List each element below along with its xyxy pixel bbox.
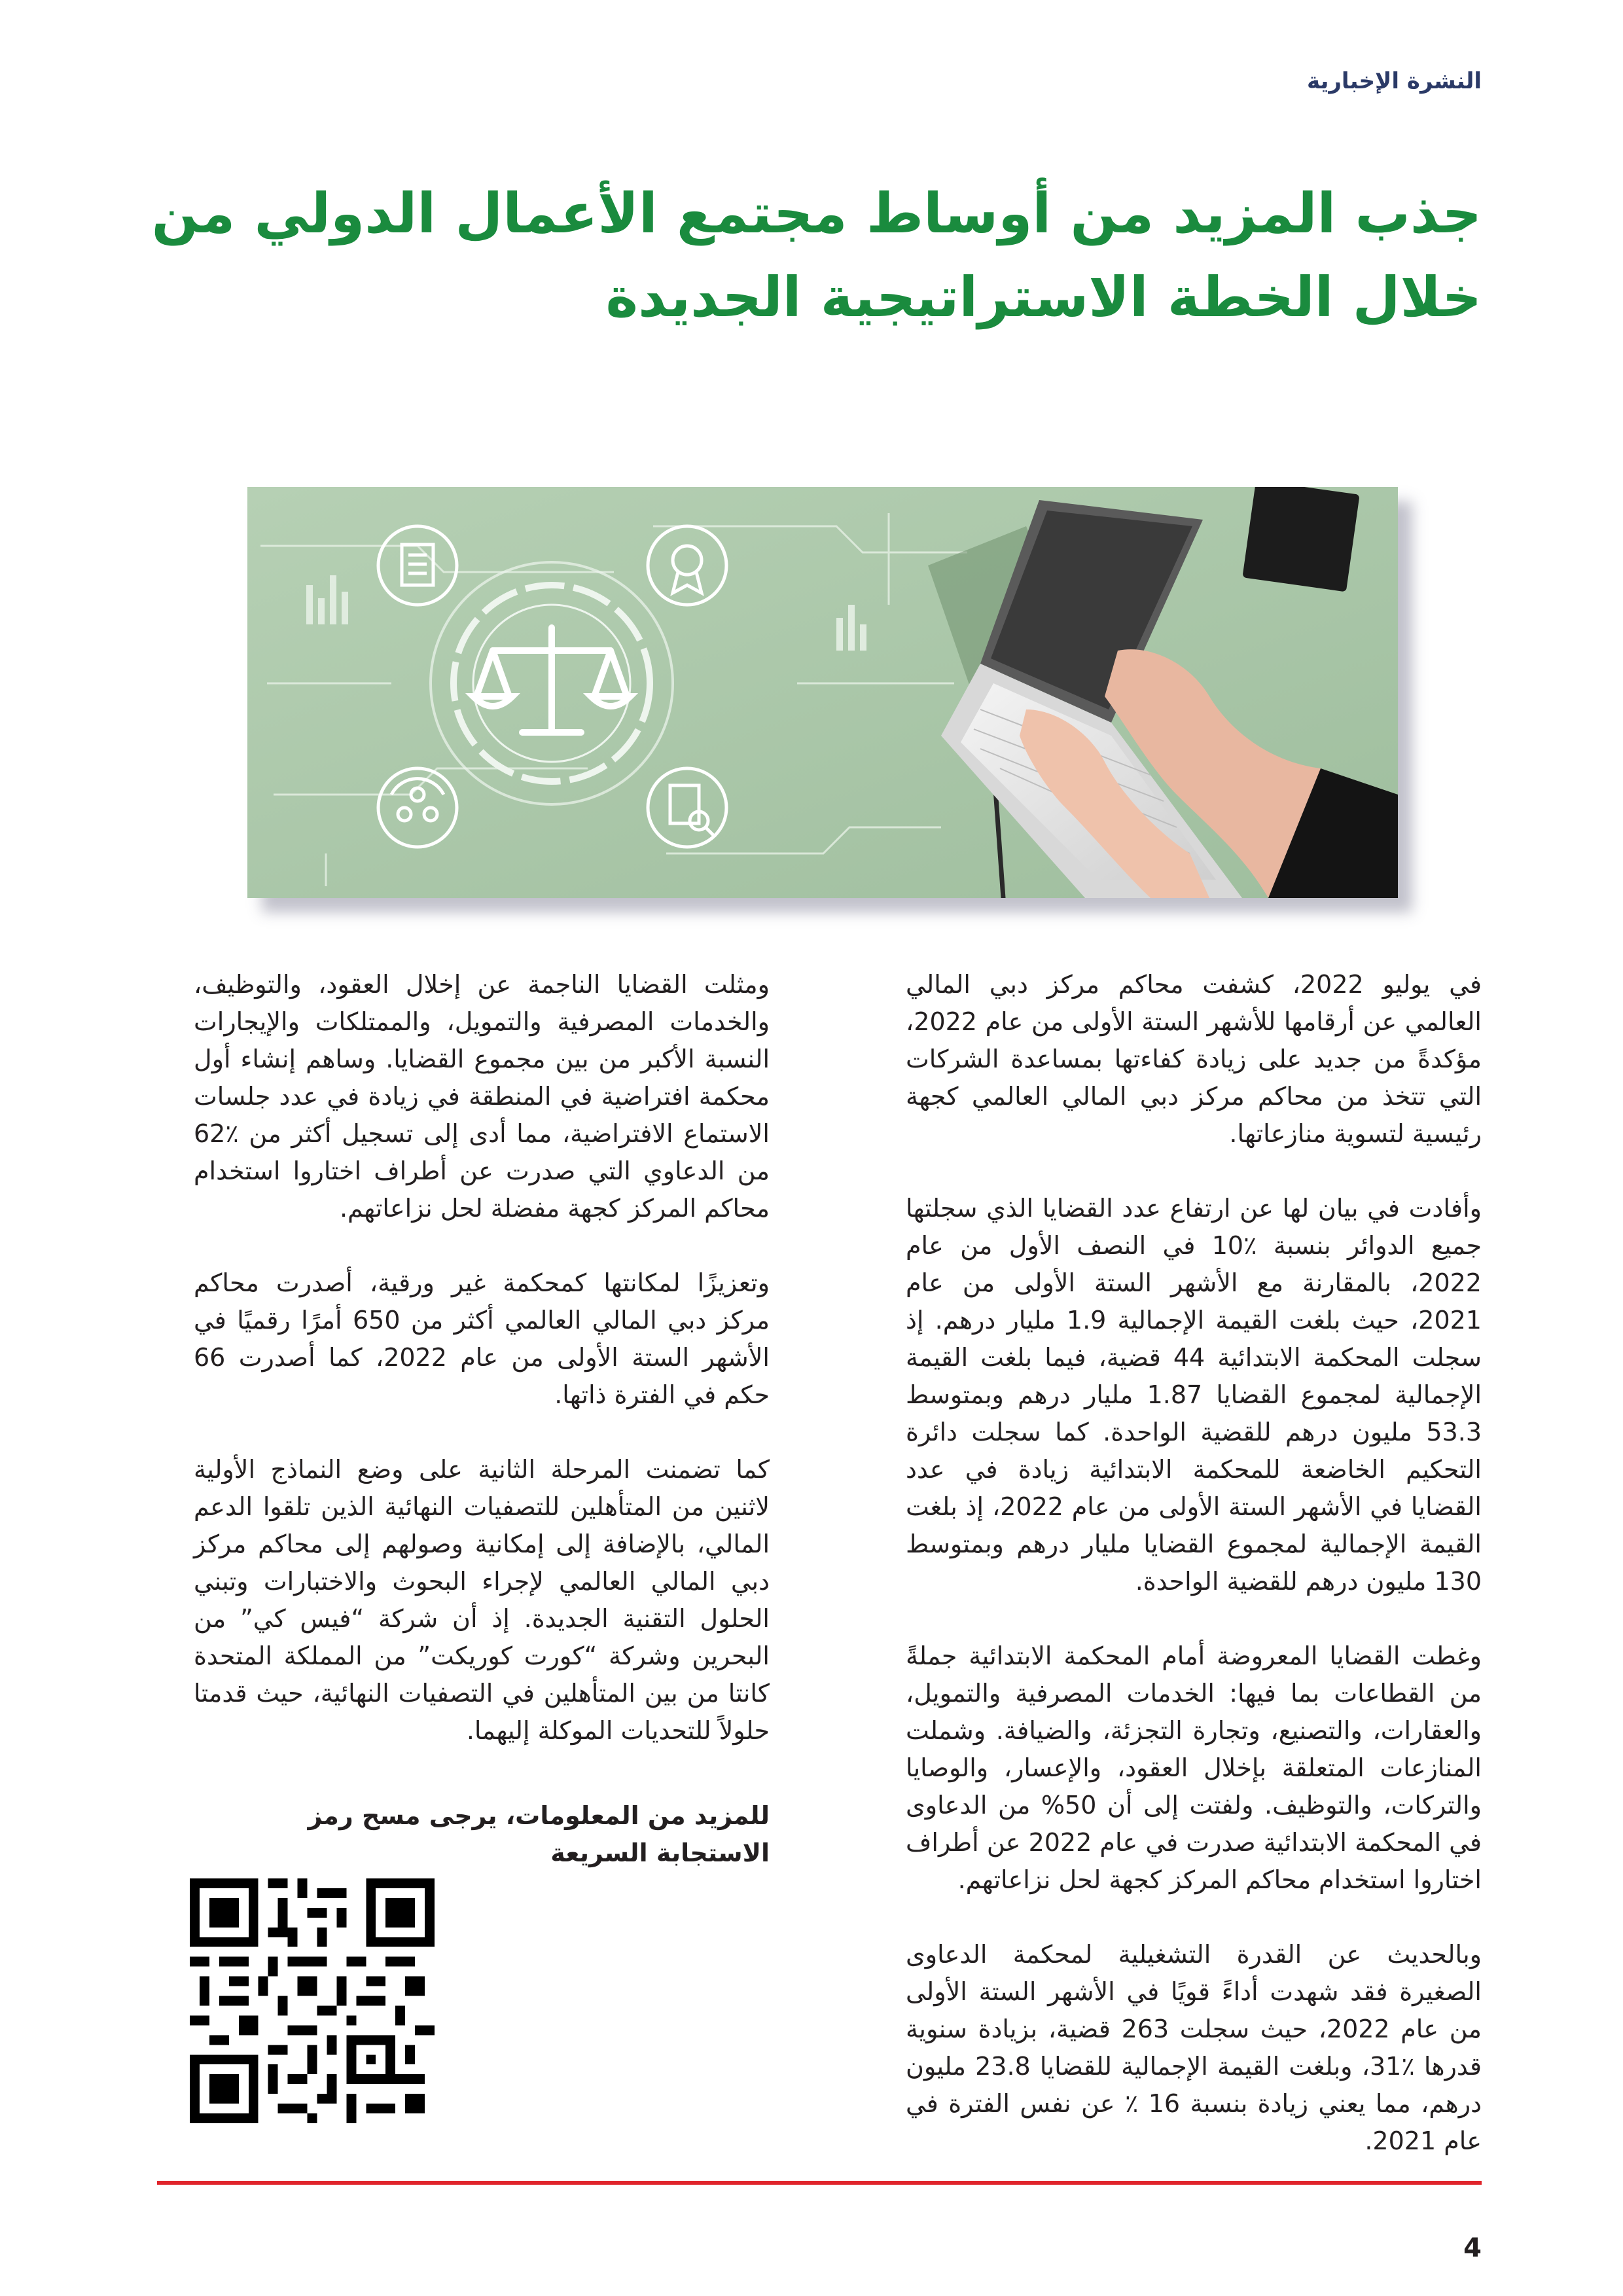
paragraph: وأفادت في بيان لها عن ارتفاع عدد القضايا الذي سجلتها جميع الدوائر بنسبة ٪10 في النصف الأول من عام 2022، بالمقارنة مع الأشهر الستة الأولى من عام 2021، حيث بلغت القيمة الإجمالية 1.9 مليار درهم. إذ سجلت المحكمة الابتدائية 44 قضية، فيما بلغت القيمة الإجمالية لمجموع القضايا 1.87 مليار درهم وبمتوسط 53.3 مليون درهم للقضية الواحدة. كما سجلت دائرة التحكيم الخاضعة للمحكمة الابتدائية زيادة في عدد القضايا في الأشهر الستة الأولى من عام 2022، إذ بلغت القيمة الإجمالية لمجموع القضايا مليار درهم وبمتوسط 130 مليون درهم للقضية الواحدة. — [906, 1194, 1482, 1596]
article-column-right — [906, 966, 1482, 2197]
paragraph: في يوليو 2022، كشفت محاكم مركز دبي المالي العالمي عن أرقامها للأشهر الستة الأولى من عام 2022، مؤكدةً من جديد على زيادة كفاءتها بمساعدة الشركات التي تتخذ من محاكم مركز دبي المالي العالمي كجهة رئيسية لتسوية منازعاتها. — [906, 970, 1482, 1148]
article-title: جذب المزيد من أوساط مجتمع الأعمال الدولي من خلال الخطة الاستراتيجية الجديدة — [151, 181, 1482, 329]
section-label: النشرة الإخبارية — [1306, 68, 1482, 94]
qr-caption: للمزيد من المعلومات، يرجى مسح رمز الاستجابة السريعة — [308, 1801, 770, 1867]
qr-code-image[interactable] — [190, 1878, 435, 2123]
paragraph: وتعزيزًا لمكانتها كمحكمة غير ورقية، أصدرت محاكم مركز دبي المالي العالمي أكثر من 650 أمرًا رقميًا في الأشهر الستة الأولى من عام 2022، كما أصدرت 66 حكم في الفترة ذاتها. — [194, 1268, 770, 1409]
paragraph: وبالحديث عن القدرة التشغيلية لمحكمة الدعاوى الصغيرة فقد شهدت أداءً قويًا في الأشهر الستة الأولى من عام 2022، حيث سجلت 263 قضية، بزيادة سنوية قدرها ٪31، وبلغت القيمة الإجمالية للقضايا 23.8 مليون درهم، مما يعني زيادة بنسبة 16 ٪ عن نفس الفترة في عام 2021. — [906, 1940, 1482, 2155]
paragraph: ومثلت القضايا الناجمة عن إخلال العقود، والتوظيف، والخدمات المصرفية والتمويل، والممتلكات والإيجارات النسبة الأكبر من بين مجموع القضايا. وساهم إنشاء أول محكمة افتراضية في المنطقة في زيادة في عدد جلسات الاستماع الافتراضية، مما أدى إلى تسجيل أكثر من ٪62 من الدعاوي التي صدرت عن أطراف اختاروا استخدام محاكم المركز كجهة مفضلة لحل نزاعاتهم. — [194, 970, 770, 1223]
footer-rule — [157, 2181, 1482, 2185]
page-number: 4 — [1463, 2233, 1482, 2263]
paragraph: كما تضمنت المرحلة الثانية على وضع النماذج الأولية لاثنين من المتأهلين للتصفيات النهائية الذين تلقوا الدعم المالي، بالإضافة إلى إمكانية وصولهم إلى محاكم مركز دبي المالي العالمي لإجراء البحوث والاختبارات وتبني الحلول التقنية الجديدة. إذ أن شركة “فيس كي” من البحرين وشركة “كورت كوريكت” من المملكة المتحدة كانتا من بين المتأهلين في التصفيات النهائية، حيث قدمتا حلولاً للتحديات الموكلة إليهما. — [194, 1455, 770, 1745]
hero-image — [247, 487, 1398, 898]
paragraph: وغطت القضايا المعروضة أمام المحكمة الابتدائية جملةً من القطاعات بما فيها: الخدمات المصرفية والتمويل، والعقارات، والتصنيع، وتجارة التجزئة، والضيافة. وشملت المنازعات المتعلقة بإخلال العقود، والإعسار، والوصايا والتركات، والتوظيف. ولفتت إلى أن 50% من الدعاوى في المحكمة الابتدائية صدرت في عام 2022 عن أطراف اختاروا استخدام محاكم المركز كجهة لحل نزاعاتهم. — [906, 1641, 1482, 1894]
article-column-left — [194, 966, 770, 1787]
